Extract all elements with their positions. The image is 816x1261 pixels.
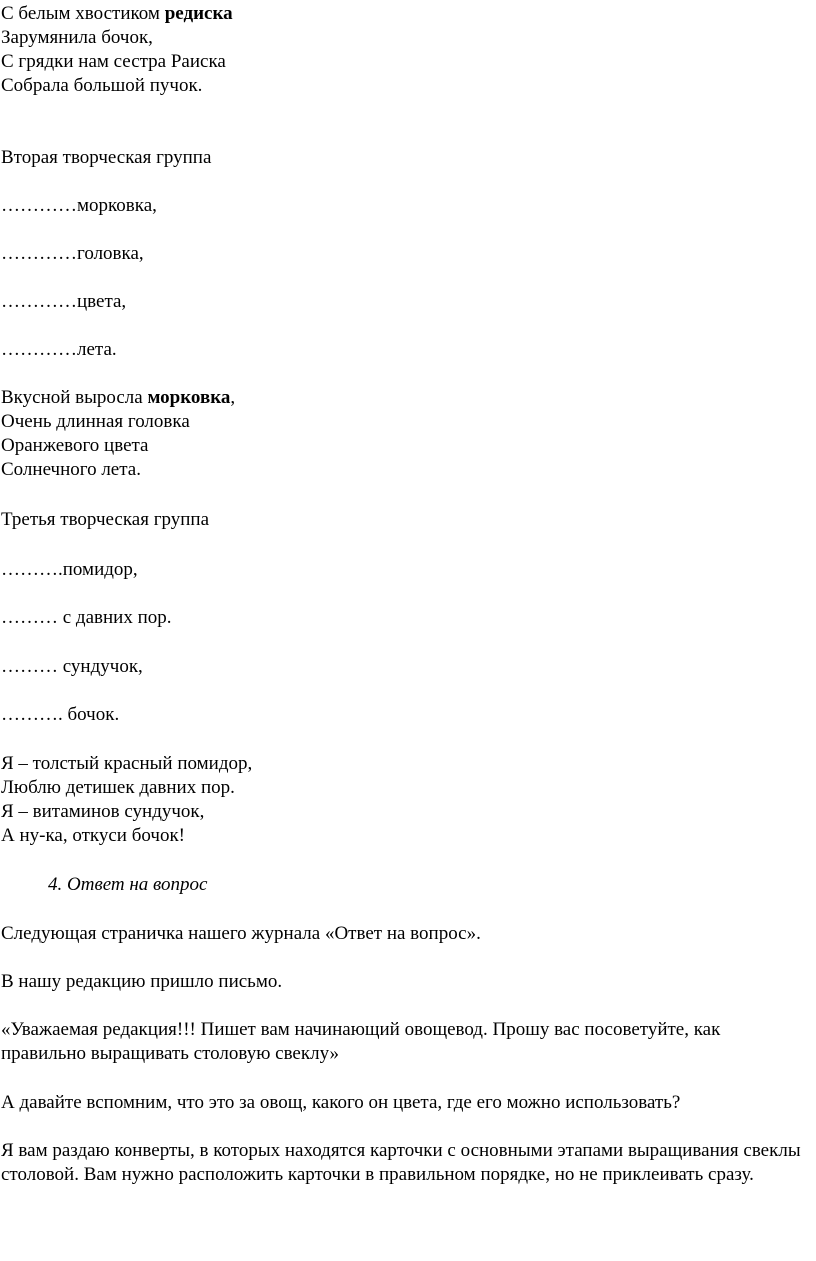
poem-tomato-line-4: А ну-ка, откуси бочок! xyxy=(1,825,185,846)
poem-carrot-line-1-text: Вкусной выросла xyxy=(1,387,148,408)
poem-radish-line-2: Зарумянила бочок, xyxy=(1,27,153,48)
group2-blank-4: …………лета. xyxy=(1,339,117,360)
group2-blank-3: …………цвета, xyxy=(1,291,127,312)
poem-carrot-line-2: Очень длинная головка xyxy=(1,411,190,432)
section-heading: 4. Ответ на вопрос xyxy=(48,874,208,895)
group3-blank-2: ……… с давних пор. xyxy=(1,607,172,628)
group3-title: Третья творческая группа xyxy=(1,509,210,530)
poem-carrot-keyword: морковка xyxy=(147,387,231,408)
poem-radish-line-4: Собрала большой пучок. xyxy=(1,75,203,96)
group3-blank-4: ………. бочок. xyxy=(1,704,120,725)
poem-radish-line-1 xyxy=(1,2,233,26)
poem-carrot-line-1-punct: , xyxy=(230,387,236,408)
poem-carrot-line-4: Солнечного лета. xyxy=(1,459,141,480)
group2-title: Вторая творческая группа xyxy=(1,147,212,168)
paragraph-letter-text: «Уважаемая редакция!!! Пишет вам начинающий овощевод. Прошу вас посоветуйте, как правильно выращивать столовую свеклу» xyxy=(1,1019,721,1064)
group3-blank-3: ……… сундучок, xyxy=(1,656,143,677)
group2-blank-2: …………головка, xyxy=(1,243,144,264)
poem-carrot-line-3: Оранжевого цвета xyxy=(1,435,149,456)
poem-radish-line-3: С грядки нам сестра Раиска xyxy=(1,51,226,72)
group3-blank-1: ……….помидор, xyxy=(1,559,138,580)
poem-radish-keyword: редиска xyxy=(164,3,233,24)
group2-blank-1: …………морковка, xyxy=(1,195,157,216)
paragraph-letter-received: В нашу редакцию пришло письмо. xyxy=(1,971,283,992)
paragraph-question: А давайте вспомним, что это за овощ, какого он цвета, где его можно использовать? xyxy=(1,1092,681,1113)
poem-tomato-line-3: Я – витаминов сундучок, xyxy=(1,801,205,822)
paragraph-instructions: Я вам раздаю конверты, в которых находятся карточки с основными этапами выращивания свеклы столовой. Вам нужно расположить карточки в правильном порядке, но не приклеивать сразу. xyxy=(1,1140,801,1185)
poem-tomato-line-1: Я – толстый красный помидор, xyxy=(1,753,253,774)
poem-tomato-line-2: Люблю детишек давних пор. xyxy=(1,777,235,798)
paragraph-journal-page: Следующая страничка нашего журнала «Ответ на вопрос». xyxy=(1,923,481,944)
poem-carrot-line-1 xyxy=(1,386,235,410)
poem-radish-line-1-text: С белым хвостиком xyxy=(1,3,165,24)
